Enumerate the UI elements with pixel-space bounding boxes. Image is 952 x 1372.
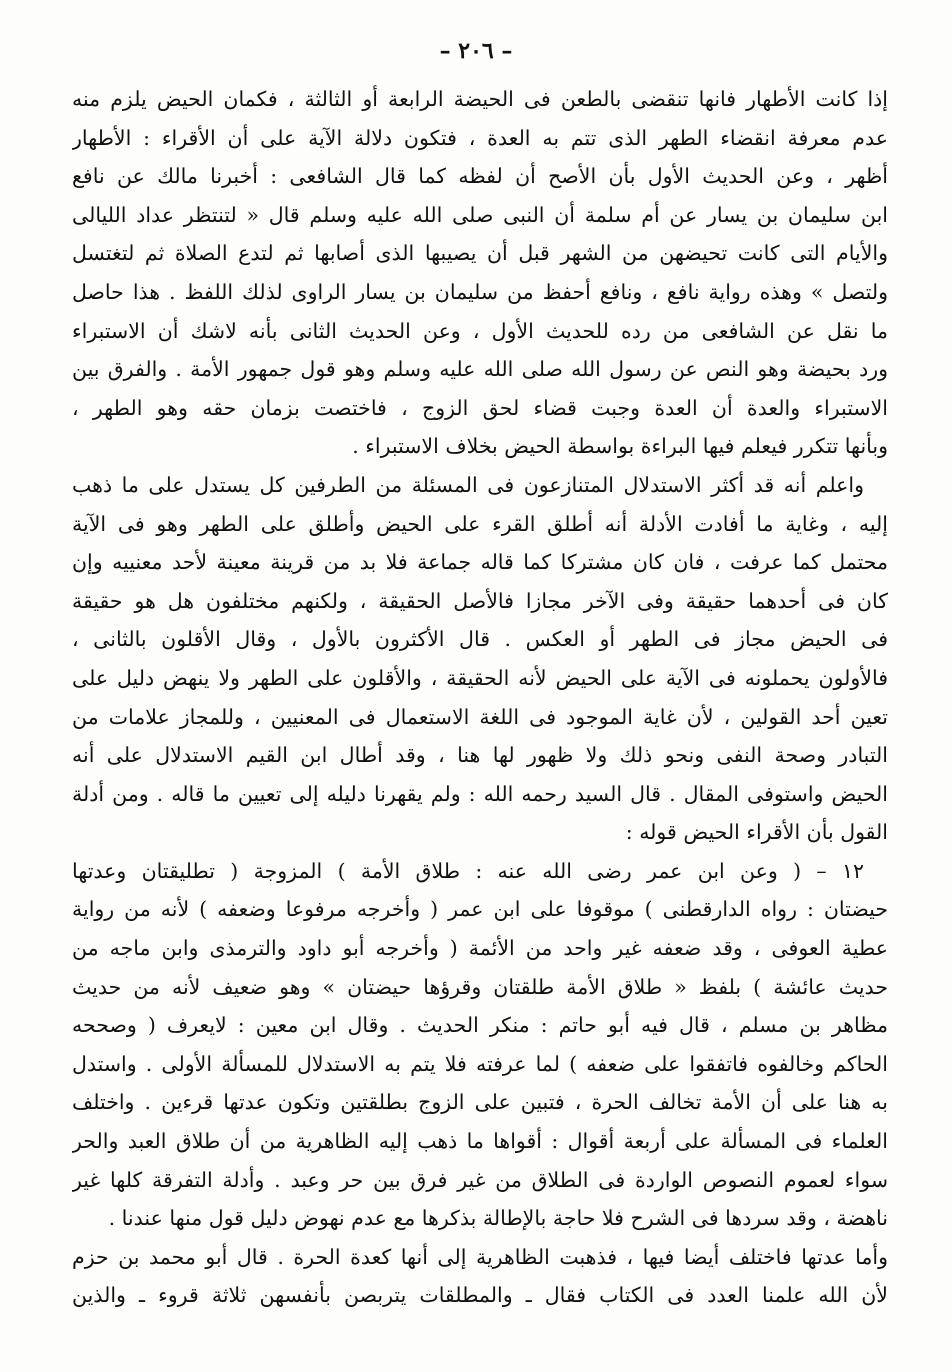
- text-line: الحيض واستوفى المقال . قال السيد رحمه الله : ولم يقهرنا دليله إلى تعيين ما قاله . ومن أدلة: [72, 781, 888, 806]
- text-line: كان فى أحدهما حقيقة وفى الآخر مجازا فالأصل الحقيقة ، ولكنهم مختلفون هل هو حقيقة: [72, 588, 888, 613]
- text-line: سواء لعموم النصوص الواردة فى الطلاق من غير فرق بين حر وعبد . وأدلة التفرقة كلها غير: [72, 1167, 888, 1192]
- text-line: مظاهر بن مسلم ، قال فيه أبو حاتم : منكر الحديث . وقال ابن معين : لايعرف ( وصححه: [72, 1013, 888, 1038]
- text-line: لأن الله علمنا العدد فى الكتاب فقال ـ والمطلقات يتربصن بأنفسهن ثلاثة قروء ـ والذين: [72, 1283, 888, 1308]
- text-line: إذا كانت الأطهار فانها تنقضى بالطعن فى الحيضة الرابعة أو الثالثة ، فكمان الحيض يلزم منه: [72, 87, 888, 111]
- text-line: واعلم أنه قد أكثر الاستدلال المتنازعون فى المسئلة من الطرفين كل يستدل على ما ذهب: [72, 472, 864, 497]
- text-line: به هنا على أن الأمة تخالف الحرة ، فتبين على الزوج بطلقتين وتكون عدتها قرءين . واختلف: [72, 1090, 888, 1115]
- text-line: أظهر ، وعن الحديث الأول بأن الأصح أن لفظه كما قال الشافعى : أخبرنا مالك عن نافع: [72, 164, 888, 189]
- text-line: فى الحيض مجاز فى الطهر أو العكس . قال الأكثرون بالأول ، وقال الأقلون بالثانى ،: [72, 627, 888, 652]
- text-line: عطية العوفى ، وقد ضعفه غير واحد من الأئمة ( وأخرجه أبو داود والترمذى وابن ماجه من: [72, 936, 888, 961]
- text-line: وبأنها تتكرر فيعلم فيها البراءة بواسطة الحيض بخلاف الاستبراء .: [352, 434, 888, 459]
- text-line: الحاكم وخالفوه فاتفقوا على ضعفه ) لما عرفته فلا يتم به الاستدلال للمسألة الأولى . واستدل: [72, 1051, 888, 1076]
- body-text: [72, 80, 888, 1315]
- page-number: – ٢٠٦ –: [439, 38, 513, 64]
- text-line: تعين أحد القولين ، لأن غاية الموجود فى اللغة الاستعمال فى المعنيين ، وللمجاز علامات من: [72, 704, 888, 729]
- hadith-line: ١٢ – ( وعن ابن عمر رضى الله عنه : طلاق الأمة ) المزوجة ( تطليقتان وعدتها: [72, 858, 864, 883]
- text-line: حديث عائشة ) بلفظ « طلاق الأمة طلقتان وقرؤها حيضتان » وهو ضعيف لأنه من حديث: [72, 974, 888, 999]
- text-line: الاستبراء والعدة أن العدة وجبت قضاء لحق الزوج ، فاختصت بزمان حقه وهو الطهر ،: [72, 395, 888, 420]
- text-line: محتمل كما عرفت ، فان كان مشتركا كما قاله جماعة فلا بد من قرينة معينة لأحد معنييه وإن: [72, 550, 888, 575]
- text-line: وأما عدتها فاختلف أيضا فيها ، فذهبت الظاهرية إلى أنها كعدة الحرة . قال أبو محمد بن حزم: [72, 1244, 888, 1269]
- text-line: ورد بحيضة وهو النص عن رسول الله صلى الله عليه وسلم وهو قول جمهور الأمة . والفرق بين: [72, 357, 888, 382]
- text-line: القول بأن الأقراء الحيض قوله :: [625, 820, 888, 845]
- text-line: ما نقل عن الشافعى من رده للحديث الأول ، وعن الحديث الثانى بأنه لاشك أن الاستبراء: [72, 318, 888, 343]
- text-line: حيضتان : رواه الدارقطنى ) موقوفا على ابن عمر ( وأخرجه مرفوعا وضعفه ) لأنه من رواية: [72, 897, 888, 922]
- text-line: فالأولون يحملونه فى الآية على الحيض لأنه الحقيقة ، والأقلون على الطهر ولا ينهض دليل على: [72, 665, 888, 690]
- text-line: والأيام التى كانت تحيضهن من الشهر قبل أن يصيبها الذى أصابها ثم لتدع الصلاة ثم لتغتسل: [72, 241, 888, 266]
- text-line: ابن سليمان بن يسار عن أم سلمة أن النبى صلى الله عليه وسلم قال « لتنتظر عداد الليالى: [72, 202, 888, 227]
- text-line: ولتصل » وهذه رواية نافع ، ونافع أحفظ من سليمان بن يسار الراوى لذلك اللفظ . هذا حاصل: [72, 279, 888, 304]
- text-line: العلماء فى المسألة على أربعة أقوال : أقواها ما ذهب إليه الظاهرية من أن طلاق العبد والحر: [72, 1129, 888, 1154]
- text-line: عدم معرفة انقضاء الطهر الذى تتم به العدة ، فتكون دلالة الآية على أن الأقراء : الأطهار: [72, 125, 888, 150]
- text-line: ناهضة ، وقد سردها فى الشرح فلا حاجة بالإطالة بذكرها مع عدم نهوض دليل قول منها عندنا .: [108, 1206, 888, 1231]
- text-line: التبادر وصحة النفى ونحو ذلك ولا ظهور لها هنا ، وقد أطال ابن القيم الاستدلال على أنه: [72, 743, 888, 768]
- text-line: إليه ، وغاية ما أفادت الأدلة أنه أطلق القرء على الحيض وأطلق على الطهر وهو فى الآية: [72, 511, 888, 536]
